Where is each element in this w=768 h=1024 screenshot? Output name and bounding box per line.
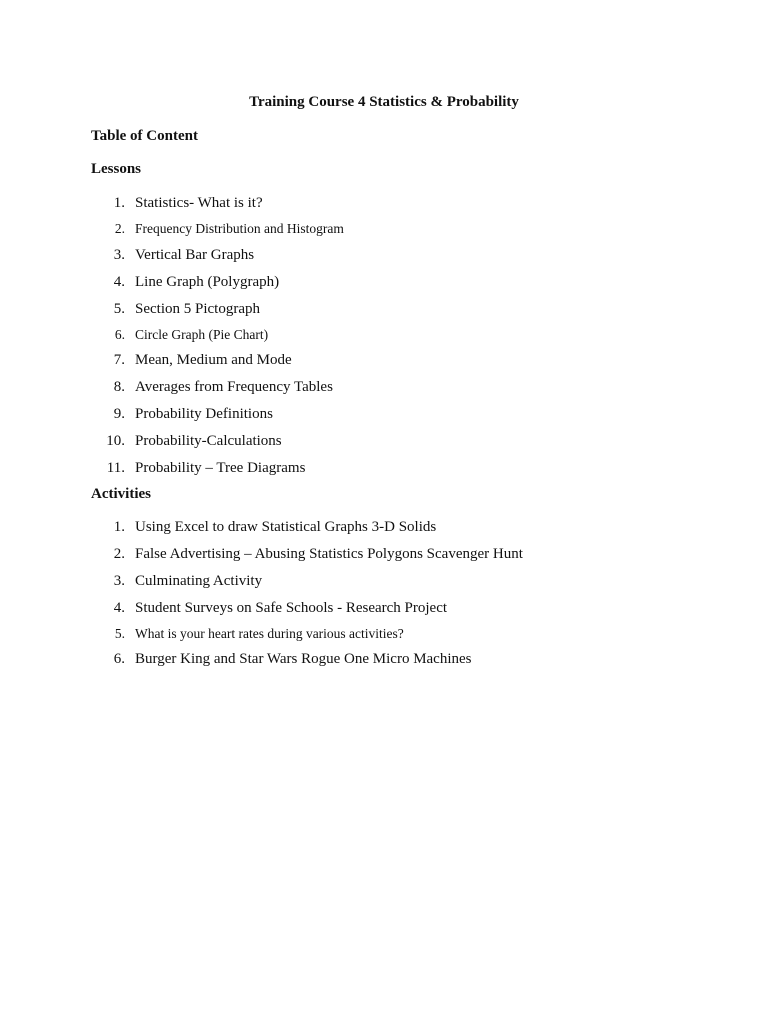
list-item-text: Culminating Activity	[135, 573, 263, 589]
list-item-text: Burger King and Star Wars Rogue One Micro Machines	[135, 651, 472, 667]
list-item	[91, 544, 691, 564]
list-item	[91, 325, 691, 345]
list-item	[91, 219, 691, 239]
list-item-number: 5.	[113, 301, 125, 317]
list-item-text: Using Excel to draw Statistical Graphs 3-D Solids	[135, 519, 437, 535]
document-title: Training Course 4 Statistics & Probability	[249, 94, 519, 110]
list-item-text: Circle Graph (Pie Chart)	[135, 327, 269, 342]
list-item-text: Probability-Calculations	[135, 433, 282, 449]
list-item	[91, 404, 691, 424]
list-item-text: Student Surveys on Safe Schools - Research Project	[135, 600, 448, 616]
list-item-number: 1.	[113, 195, 125, 211]
list-item-number: 1.	[113, 519, 125, 535]
activities-heading: Activities	[91, 486, 151, 502]
list-item	[91, 571, 691, 591]
list-item-text: Probability Definitions	[135, 406, 273, 422]
list-item-text: What is your heart rates during various activities?	[135, 626, 404, 641]
list-item	[91, 598, 691, 618]
list-item	[91, 517, 691, 537]
list-item	[91, 431, 691, 451]
list-item-text: Line Graph (Polygraph)	[135, 274, 280, 290]
list-item-number: 2.	[114, 221, 125, 236]
list-item-number: 11.	[106, 460, 125, 476]
list-item-text: Section 5 Pictograph	[135, 301, 260, 317]
list-item	[91, 193, 691, 213]
list-item-number: 10.	[106, 433, 125, 449]
list-item	[91, 458, 691, 478]
list-item-number: 9.	[113, 406, 125, 422]
table-of-content-heading: Table of Content	[91, 128, 198, 144]
list-item	[91, 377, 691, 397]
list-item-number: 3.	[113, 247, 125, 263]
list-item-number: 8.	[113, 379, 125, 395]
list-item-text: Frequency Distribution and Histogram	[135, 221, 344, 236]
list-item-number: 6.	[113, 651, 125, 667]
list-item-text: Averages from Frequency Tables	[135, 379, 333, 395]
list-item-number: 4.	[113, 274, 125, 290]
lessons-heading: Lessons	[91, 161, 142, 177]
list-item-number: 5.	[114, 626, 125, 641]
list-item	[91, 272, 691, 292]
list-item-text: False Advertising – Abusing Statistics Polygons Scavenger Hunt	[135, 546, 523, 562]
list-item-text: Vertical Bar Graphs	[135, 247, 255, 263]
list-item-number: 3.	[113, 573, 125, 589]
list-item	[91, 299, 691, 319]
list-item-number: 7.	[113, 352, 125, 368]
list-item-text: Statistics- What is it?	[135, 195, 263, 211]
list-item-text: Mean, Medium and Mode	[135, 352, 292, 368]
list-item	[91, 649, 691, 669]
list-item-number: 6.	[114, 327, 125, 342]
list-item-text: Probability – Tree Diagrams	[135, 460, 306, 476]
list-item	[91, 624, 691, 644]
list-item-number: 4.	[113, 600, 125, 616]
list-item-number: 2.	[113, 546, 125, 562]
list-item	[91, 245, 691, 265]
list-item	[91, 350, 691, 370]
